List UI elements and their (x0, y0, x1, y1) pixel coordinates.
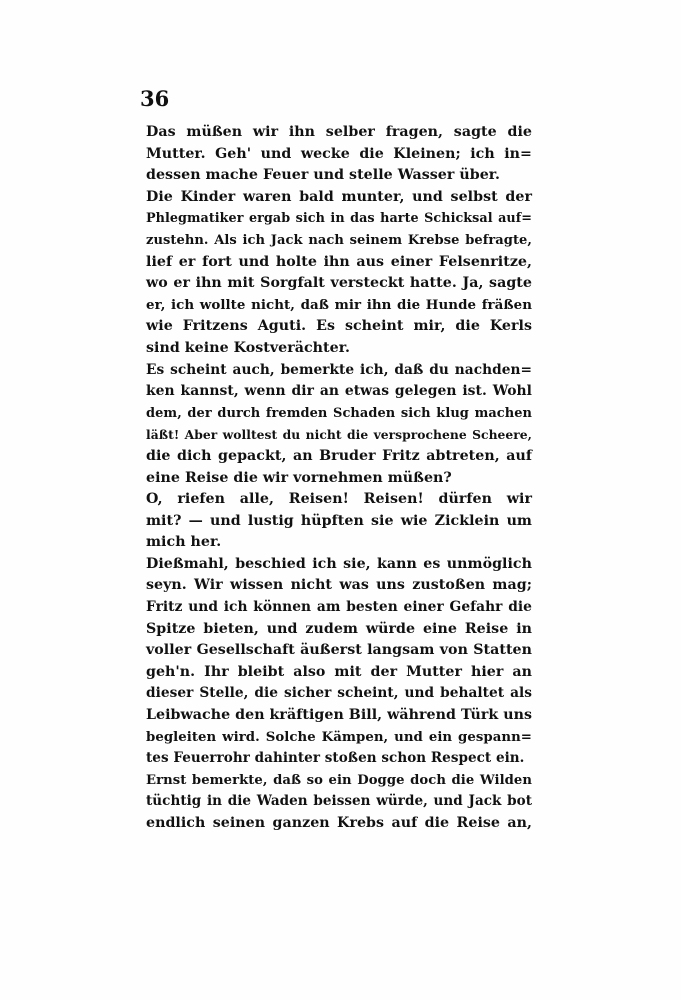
text-line: Mutter. Geh' und wecke die Kleinen; ich in= (146, 145, 532, 162)
text-line: Spitze bieten, und zudem würde eine Reise in (146, 620, 532, 637)
text-line: endlich seinen ganzen Krebs auf die Reise an, (146, 815, 532, 831)
text-line: Ernst bemerkte, daß so ein Dogge doch die Wilden (146, 772, 532, 788)
text-line: voller Gesellschaft äußerst langsam von Statten (146, 642, 532, 659)
text-line: Leibwache den kräftigen Bill, während Türk uns (146, 707, 532, 724)
text-line: mich her. (146, 534, 222, 551)
text-line: Fritz und ich können am besten einer Gefahr die (146, 599, 532, 616)
text-line: Dießmahl, beschied ich sie, kann es unmöglich (146, 555, 532, 572)
text-line: begleiten wird. Solche Kämpen, und ein gespann= (146, 729, 532, 745)
text-line: dem, der durch fremden Schaden sich klug machen (146, 405, 532, 421)
text-line: mit? — und lustig hüpften sie wie Zicklein um (146, 512, 532, 529)
text-line: geh'n. Ihr bleibt also mit der Mutter hier an (146, 663, 532, 680)
text-line: dessen mache Feuer und stelle Wasser über. (146, 167, 500, 184)
text-line: die dich gepackt, an Bruder Fritz abtreten, auf (146, 447, 532, 464)
text-line: tüchtig in die Waden beissen würde, und Jack bot (146, 793, 532, 810)
body-text (146, 122, 532, 835)
text-line: lief er fort und holte ihn aus einer Felsenritze, (146, 253, 532, 270)
text-line: zustehn. Als ich Jack nach seinem Krebse befragte, (146, 232, 532, 248)
text-line: Es scheint auch, bemerkte ich, daß du nachden= (146, 361, 532, 378)
text-line: Die Kinder waren bald munter, und selbst der (146, 188, 532, 205)
text-line: seyn. Wir wissen nicht was uns zustoßen mag; (146, 577, 532, 594)
text-line: Das müßen wir ihn selber fragen, sagte die (146, 124, 532, 140)
text-line: sind keine Kostverächter. (146, 339, 350, 356)
text-line: dieser Stelle, die sicher scheint, und behaltet als (146, 685, 532, 702)
text-line: ken kannst, wenn dir an etwas gelegen ist. Wohl (146, 383, 532, 400)
text-line: eine Reise die wir vornehmen müßen? (146, 469, 452, 486)
text-line: O, riefen alle, Reisen! Reisen! dürfen wir (146, 491, 532, 508)
text-line: Phlegmatiker ergab sich in das harte Schicksal auf= (146, 211, 532, 227)
text-line: läßt! Aber wolltest du nicht die versprochene Scheere, (146, 427, 532, 443)
text-line: wo er ihn mit Sorgfalt versteckt hatte. Ja, sagte (146, 275, 532, 292)
page-number: 36 (140, 86, 170, 111)
text-line: tes Feuerrohr dahinter stoßen schon Respect ein. (146, 750, 525, 767)
text-line: wie Fritzens Aguti. Es scheint mir, die Kerls (146, 318, 532, 335)
text-line: er, ich wollte nicht, daß mir ihn die Hunde fräßen (146, 296, 532, 313)
